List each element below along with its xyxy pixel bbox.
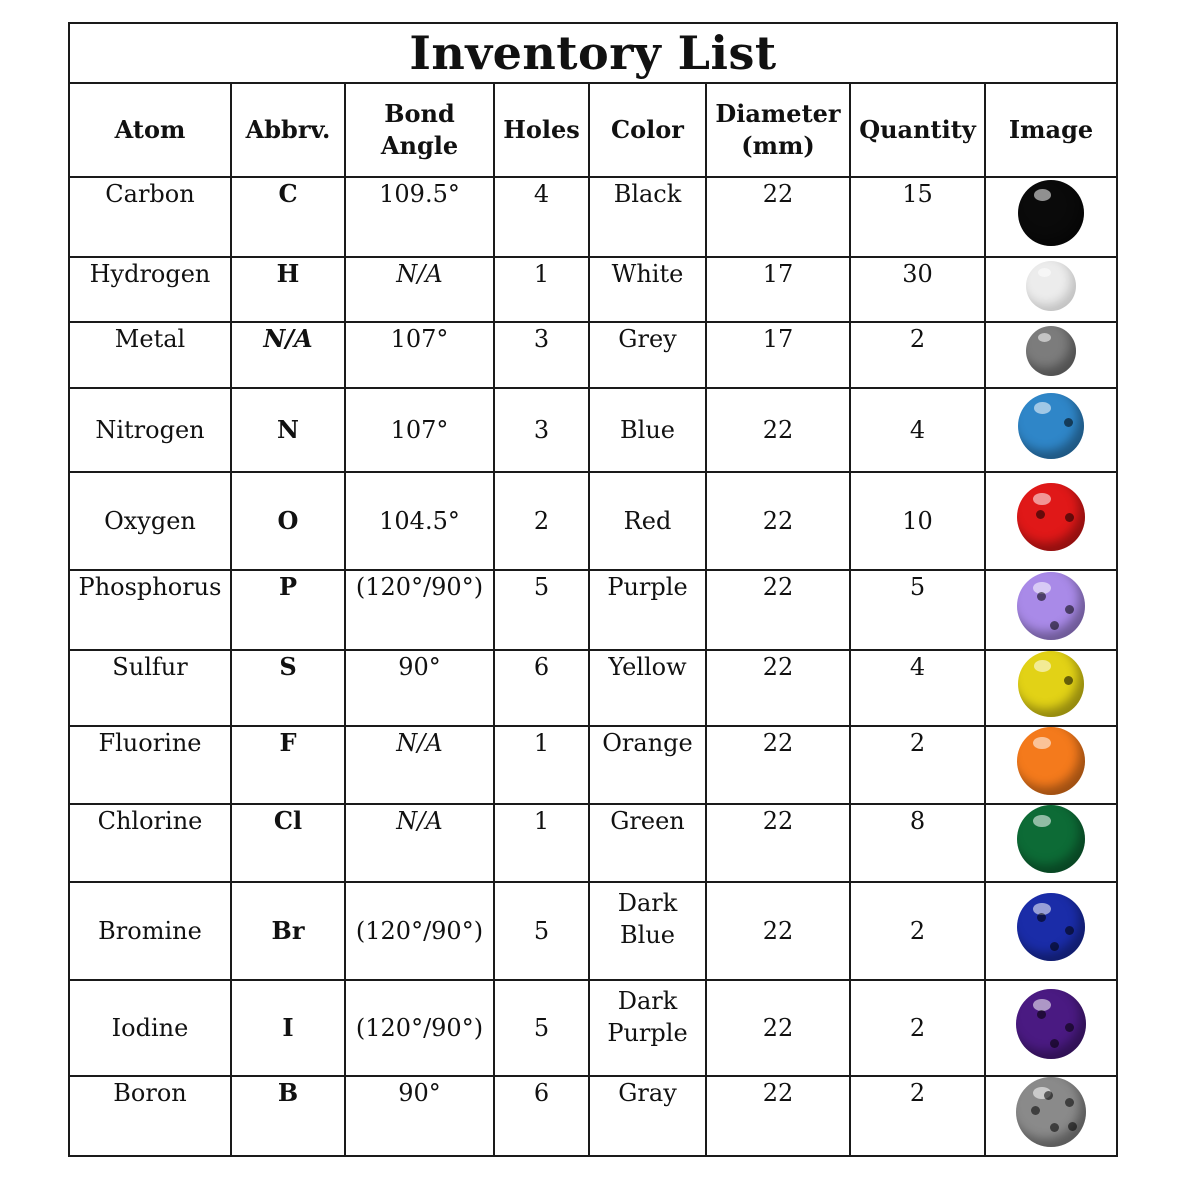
ball-hole-icon [1065,513,1074,522]
cell-bond-angle: 109.5° [345,177,494,257]
cell-quantity: 2 [850,322,985,388]
table-row [69,650,1117,726]
cell-diameter: 22 [706,726,850,804]
ball-hole-icon [1065,605,1074,614]
atom-ball-icon [1016,989,1086,1059]
cell-color [589,726,706,804]
atom-ball-icon [1026,326,1076,376]
color-name-part: Purple [607,573,688,601]
ball-hole-icon [1065,926,1074,935]
cell-image [985,472,1117,570]
header-image: Image [985,83,1117,177]
cell-abbrv: P [231,570,345,650]
cell-image [985,570,1117,650]
cell-abbrv: Cl [231,804,345,882]
cell-atom: Fluorine [69,726,231,804]
atom-ball-icon [1017,893,1085,961]
cell-atom: Metal [69,322,231,388]
cell-diameter: 22 [706,980,850,1076]
cell-diameter: 22 [706,650,850,726]
cell-image [985,882,1117,980]
table-row [69,882,1117,980]
cell-diameter: 22 [706,804,850,882]
color-name-part: Blue [620,921,675,949]
cell-atom: Iodine [69,980,231,1076]
cell-color [589,177,706,257]
ball-hole-icon [1037,913,1046,922]
ball-hole-icon [1068,1122,1077,1131]
table-row [69,472,1117,570]
cell-holes: 5 [494,882,589,980]
header-bond-angle: Bond Angle [345,83,494,177]
cell-quantity: 8 [850,804,985,882]
cell-bond-angle: 90° [345,1076,494,1156]
header-abbrv: Abbrv. [231,83,345,177]
cell-diameter: 22 [706,1076,850,1156]
ball-hole-icon [1050,942,1059,951]
ball-hole-icon [1037,1010,1046,1019]
table-row [69,726,1117,804]
color-name-part: Purple [607,1019,688,1047]
header-row [69,83,1117,177]
cell-color [589,650,706,726]
table-row [69,1076,1117,1156]
atom-ball-icon [1017,805,1085,873]
atom-ball-icon [1018,393,1084,459]
table-row [69,177,1117,257]
atom-ball-icon [1017,727,1085,795]
cell-holes: 3 [494,388,589,472]
color-name-part: Red [623,507,672,535]
atom-ball-icon [1016,1077,1086,1147]
cell-bond-angle: 90° [345,650,494,726]
cell-image [985,804,1117,882]
cell-image [985,177,1117,257]
cell-atom: Carbon [69,177,231,257]
cell-quantity: 2 [850,726,985,804]
cell-holes: 6 [494,650,589,726]
cell-bond-angle: 107° [345,388,494,472]
cell-atom: Sulfur [69,650,231,726]
color-name-part: Grey [618,325,677,353]
cell-color [589,570,706,650]
cell-quantity: 2 [850,1076,985,1156]
cell-atom: Bromine [69,882,231,980]
cell-abbrv: B [231,1076,345,1156]
cell-bond-angle: (120°/90°) [345,980,494,1076]
cell-quantity: 2 [850,882,985,980]
cell-abbrv: F [231,726,345,804]
cell-diameter: 22 [706,177,850,257]
atom-ball-icon [1017,483,1085,551]
cell-image [985,980,1117,1076]
cell-diameter: 22 [706,388,850,472]
cell-holes: 5 [494,570,589,650]
cell-quantity: 5 [850,570,985,650]
cell-image [985,650,1117,726]
cell-abbrv: H [231,257,345,322]
cell-color [589,1076,706,1156]
cell-atom: Oxygen [69,472,231,570]
cell-image [985,726,1117,804]
ball-hole-icon [1044,1091,1053,1100]
cell-holes: 1 [494,257,589,322]
cell-abbrv: N/A [231,322,345,388]
cell-holes: 5 [494,980,589,1076]
cell-color [589,322,706,388]
header-color: Color [589,83,706,177]
color-name-part: Blue [620,416,675,444]
atom-ball-icon [1018,651,1084,717]
cell-bond-angle: (120°/90°) [345,570,494,650]
ball-hole-icon [1050,1039,1059,1048]
color-name-part: Dark [617,889,678,917]
cell-atom: Hydrogen [69,257,231,322]
cell-quantity: 4 [850,388,985,472]
color-name-part: White [611,260,684,288]
ball-hole-icon [1050,1123,1059,1132]
cell-color [589,804,706,882]
table-row [69,388,1117,472]
header-atom: Atom [69,83,231,177]
cell-bond-angle: (120°/90°) [345,882,494,980]
cell-holes: 4 [494,177,589,257]
color-name-part: Yellow [608,653,687,681]
cell-bond-angle: N/A [345,726,494,804]
cell-abbrv: Br [231,882,345,980]
cell-bond-angle: 104.5° [345,472,494,570]
cell-diameter: 22 [706,882,850,980]
cell-atom: Boron [69,1076,231,1156]
table-row [69,322,1117,388]
cell-atom: Nitrogen [69,388,231,472]
table-row [69,570,1117,650]
cell-quantity: 10 [850,472,985,570]
cell-abbrv: O [231,472,345,570]
table-title: Inventory List [69,23,1117,83]
cell-holes: 2 [494,472,589,570]
cell-image [985,1076,1117,1156]
ball-hole-icon [1037,592,1046,601]
cell-color [589,980,706,1076]
header-holes: Holes [494,83,589,177]
cell-diameter: 22 [706,570,850,650]
cell-atom: Phosphorus [69,570,231,650]
header-diameter: Diameter (mm) [706,83,850,177]
cell-abbrv: I [231,980,345,1076]
cell-bond-angle: 107° [345,322,494,388]
cell-bond-angle: N/A [345,257,494,322]
ball-hole-icon [1065,1023,1074,1032]
cell-image [985,257,1117,322]
cell-bond-angle: N/A [345,804,494,882]
cell-abbrv: C [231,177,345,257]
cell-diameter: 22 [706,472,850,570]
cell-color [589,257,706,322]
cell-holes: 1 [494,726,589,804]
ball-hole-icon [1064,676,1073,685]
cell-color [589,882,706,980]
table-row [69,980,1117,1076]
cell-image [985,388,1117,472]
color-name-part: Dark [617,987,678,1015]
ball-hole-icon [1050,621,1059,630]
cell-holes: 1 [494,804,589,882]
cell-abbrv: N [231,388,345,472]
header-quantity: Quantity [850,83,985,177]
cell-image [985,322,1117,388]
cell-atom: Chlorine [69,804,231,882]
cell-abbrv: S [231,650,345,726]
color-name-part: Black [613,180,682,208]
cell-diameter: 17 [706,322,850,388]
cell-diameter: 17 [706,257,850,322]
table-row [69,257,1117,322]
cell-quantity: 2 [850,980,985,1076]
ball-hole-icon [1064,418,1073,427]
atom-ball-icon [1017,572,1085,640]
ball-hole-icon [1065,1098,1074,1107]
atom-ball-icon [1026,261,1076,311]
color-name-part: Gray [618,1079,677,1107]
cell-holes: 3 [494,322,589,388]
cell-quantity: 15 [850,177,985,257]
cell-color [589,472,706,570]
table-row [69,804,1117,882]
inventory-table [68,22,1118,1157]
cell-quantity: 30 [850,257,985,322]
cell-holes: 6 [494,1076,589,1156]
color-name-part: Green [610,807,685,835]
cell-color [589,388,706,472]
color-name-part: Orange [602,729,693,757]
atom-ball-icon [1018,180,1084,246]
ball-hole-icon [1036,510,1045,519]
cell-quantity: 4 [850,650,985,726]
ball-hole-icon [1031,1106,1040,1115]
